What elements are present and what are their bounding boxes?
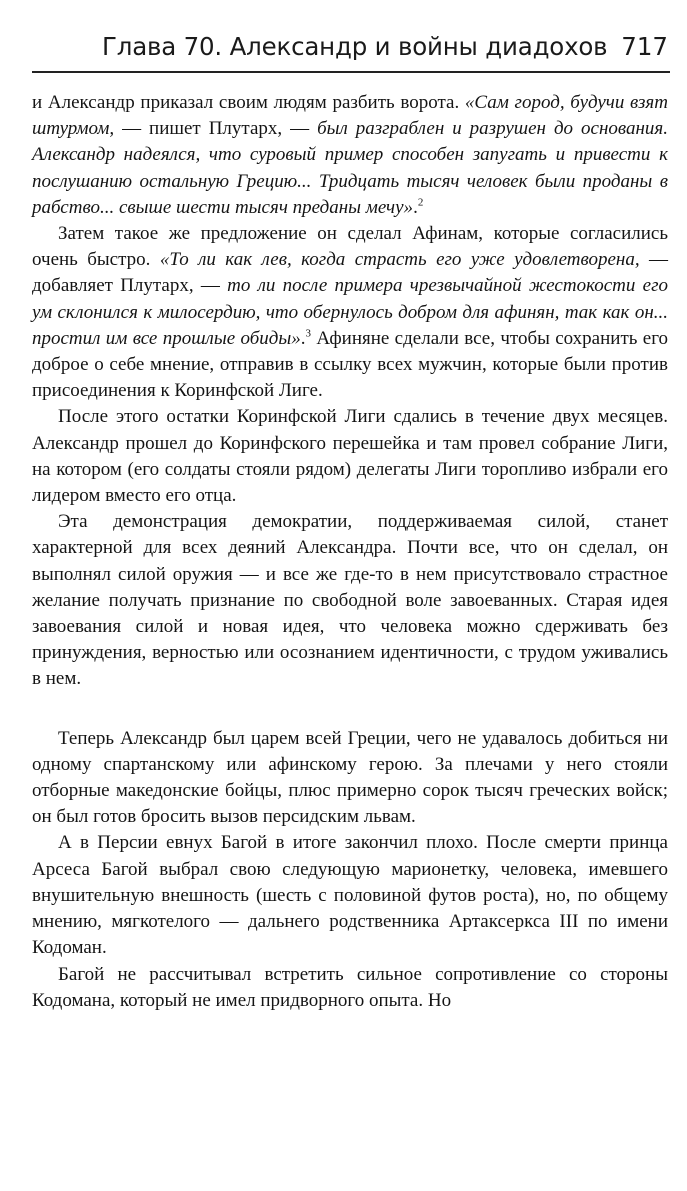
plutarch-quote: то ли после примера чрезвычайной жестокости его ум склонился к милосердию, что обернулось добром для афинян, так как он... простил им все прошлые обиды»: [32, 275, 668, 349]
chapter-title: Глава 70. Александр и войны диадохов: [102, 32, 608, 61]
footnote-marker: 2: [417, 196, 424, 209]
plutarch-quote: «То ли как лев, когда страсть его уже удовлетворена,: [159, 249, 640, 271]
paragraph-6: А в Персии евнух Багой в итоге закончил плохо. После смерти принца Арсеса Багой выбрал свою следующую марионетку, человека, имевшего внушительную внешность (шесть с половиной футов роста), но, по общему мнению, мягкотелого — дальнего родственника Артаксеркса III по имени Кодоман.: [32, 832, 668, 959]
plutarch-quote: «Сам город, будучи взят штурмом,: [32, 92, 668, 140]
paragraph-1: и Александр приказал своим людям разбить ворота. «Сам город, будучи взят штурмом, — пишет Плутарх, — был разграблен и разрушен до основания. Александр надеялся, что суровый пример способен запугать и привести к послушанию остальную Грецию... Тридцать тысяч человек были проданы в рабство... свыше шести тысяч преданы мечу».$^2$: [32, 92, 669, 218]
body-text: [32, 90, 668, 1014]
plutarch-quote: был разграблен и разрушен до основания. Александр надеялся, что суровый пример способен запугать и привести к послушанию остальную Грецию... Тридцать тысяч человек были проданы в рабство... свыше шести тысяч преданы мечу»: [32, 118, 669, 218]
page-number: 717: [621, 32, 668, 61]
running-header: [32, 28, 670, 68]
paragraph-3: После этого остатки Коринфской Лиги сдались в течение двух месяцев. Александр прошел до Коринфского перешейка и там провел собрание Лиги, на котором (его солдаты стояли рядом) делегаты Лиги торопливо избрали его лидером вместо его отца.: [32, 406, 668, 507]
paragraph-4: Эта демонстрация демократии, поддерживаемая силой, станет характерной для всех деяний Александра. Почти все, что он сделал, он выполнял силой оружия — и все же где-то в нем присутствовало страстное желание получать признание по свободной воле завоеванных. Старая идея завоевания силой и новая идея, что человека можно сдерживать без принуждения, верностью или осознанием идентичности, с трудом уживались в нем.: [32, 511, 668, 690]
paragraph-2: Затем такое же предложение он сделал Афинам, которые согласились очень быстро. «То ли как лев, когда страсть его уже удовлетворена, — добавляет Плутарх, — то ли после примера чрезвычайной жестокости его ум склонился к милосердию, что обернулось добром для афинян, так как он... простил им все прошлые обиды».$^3$ Афиняне сделали все, чтобы сохранить его доброе о себе мнение, отправив в ссылку всех мужчин, которые были против присоединения к Коринфской Лиге.: [32, 223, 669, 402]
footnote-marker: 3: [305, 327, 312, 340]
paragraph-7: Багой не рассчитывал встретить сильное сопротивление со стороны Кодомана, который не имел придворного опыта. Но: [32, 963, 668, 1011]
header-rule: [32, 71, 670, 73]
paragraph-5: Теперь Александр был царем всей Греции, чего не удавалось добиться ни одному спартанскому или афинскому герою. За плечами у него стояли отборные македонские бойцы, плюс примерно сорок тысяч греческих войск; он был готов бросить вызов персидским львам.: [32, 727, 668, 828]
